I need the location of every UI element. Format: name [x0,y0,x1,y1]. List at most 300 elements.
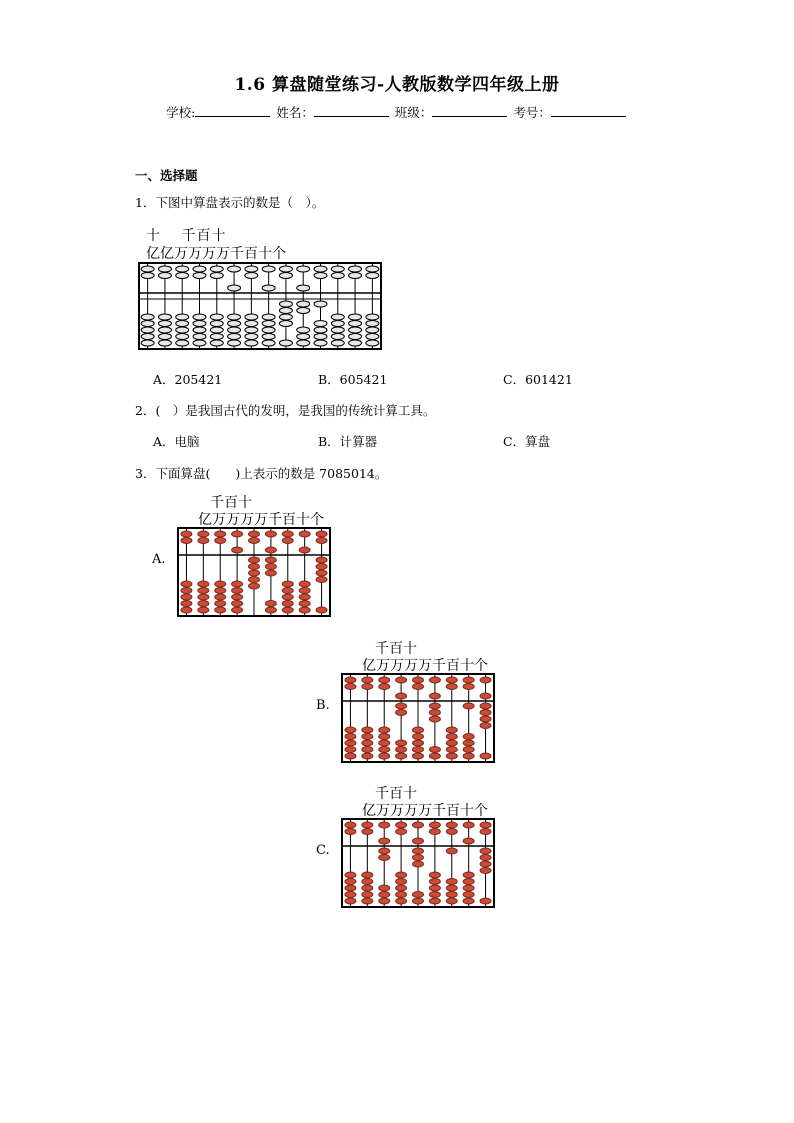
class-blank [432,104,507,117]
q3a-abacus-bead [215,601,226,607]
q3c-abacus-bead [429,829,440,835]
student-info-row [0,103,794,121]
q3a-abacus-bead [232,607,243,613]
q1-abacus-bead [279,273,292,279]
q3a-abacus-bead [299,607,310,613]
q3b-abacus-bead [429,693,440,699]
q1-abacus-bead [210,327,223,333]
q3c-abacus-bead [480,868,491,874]
q3a-abacus-bead [198,601,209,607]
q1-abacus-bead [279,266,292,272]
q3a-prefix-row: 千百十 [210,495,252,511]
q3c-abacus-bead [413,898,424,904]
q1-abacus-bead [245,321,258,327]
q3a-abacus-bead [249,538,260,544]
q3b-abacus-bead [446,684,457,690]
q3a-abacus-bead [282,531,293,537]
q2-option-b[interactable]: B．计算器 [318,434,378,449]
q1-abacus-bead [141,327,154,333]
q1-abacus-bead [193,334,206,340]
q3c-abacus-bead [463,898,474,904]
q3a-abacus-bead [299,531,310,537]
q3a-abacus-bead [265,601,276,607]
page-title: 1.6 算盘随堂练习-人教版数学四年级上册 [234,75,560,95]
q1-abacus-bead [366,334,379,340]
q3c-abacus-bead [362,872,373,878]
q3c-abacus-bead [362,892,373,898]
q3b-abacus-bead [345,747,356,753]
q3b-abacus-bead [463,740,474,746]
q3a-abacus-bead [181,588,192,594]
q1-abacus-bead [193,266,206,272]
q3a-abacus-bead [316,570,327,576]
q1-abacus-bead [245,340,258,346]
q3a-abacus-bead [249,577,260,583]
q3c-abacus-bead [463,885,474,891]
q3b-abacus-bead [379,677,390,683]
q3a-abacus-bead [316,564,327,570]
q3a-abacus-bead [265,557,276,563]
q3b-abacus-bead [396,710,407,716]
q1-abacus-bead [193,327,206,333]
q1-abacus-bead [262,340,275,346]
q3c-abacus-bead [345,822,356,828]
q3a-abacus-bead [215,594,226,600]
q1-abacus-bead [331,266,344,272]
q3a-abacus-bead [215,531,226,537]
q3-option-a-label[interactable]: A. [152,552,166,567]
q1-abacus-bead [349,327,362,333]
q3a-abacus-bead [299,594,310,600]
q3a-abacus-bead [299,547,310,553]
q3c-abacus-bead [463,879,474,885]
q3a-abacus-bead [181,581,192,587]
q1-abacus-bead [366,314,379,320]
school-label: 学校: [166,105,196,120]
q3c-abacus-bead [446,829,457,835]
q3a-abacus-bead [215,588,226,594]
question-1-text: 1．下图中算盘表示的数是（ ）。 [135,195,325,210]
q1-abacus-bead [279,314,292,320]
q1-abacus-bead [314,266,327,272]
q3a-abacus-bead [198,588,209,594]
q3b-abacus-bead [446,753,457,759]
q3a-abacus-bead [282,601,293,607]
q3a-abacus-bead [265,570,276,576]
q3c-abacus-bead [413,838,424,844]
q3b-abacus-bead [379,684,390,690]
q1-abacus-bead [193,314,206,320]
q3b-abacus-bead [480,703,491,709]
q1-abacus-bead [279,340,292,346]
q3-abacus-a[interactable] [177,527,333,619]
q3c-abacus-bead [429,822,440,828]
q1-abacus-bead [349,314,362,320]
q1-abacus-bead [262,334,275,340]
q3b-abacus-bead [362,740,373,746]
q3a-abacus-bead [232,581,243,587]
q1-abacus-bead [141,266,154,272]
q3b-abacus-bead [396,677,407,683]
q1-abacus-bead [331,273,344,279]
q1-abacus-bead [331,327,344,333]
q3c-abacus-bead [379,855,390,861]
q3c-abacus-bead [396,829,407,835]
q1-abacus-bead [314,327,327,333]
q3c-abacus-bead [362,822,373,828]
q3-option-b-label[interactable]: B. [316,698,330,713]
q3c-abacus-bead [379,848,390,854]
q3b-abacus-bead [413,753,424,759]
q3a-abacus-bead [316,607,327,613]
q1-abacus-bead [141,273,154,279]
q3b-abacus-bead [446,677,457,683]
q3b-abacus-bead [396,747,407,753]
q3c-abacus-bead [396,879,407,885]
q1-abacus-bead [210,314,223,320]
q3c-abacus-bead [396,872,407,878]
q3c-abacus-bead [446,822,457,828]
q1-abacus-bead [297,308,310,314]
q3c-abacus-bead [480,829,491,835]
q1-abacus-prefix-row: 十 千百十 [146,228,227,244]
q3c-abacus-bead [480,898,491,904]
q3a-abacus-bead [198,538,209,544]
q3b-abacus-bead [345,753,356,759]
q1-option-b[interactable]: B．605421 [318,372,388,387]
q3a-abacus-bead [316,531,327,537]
q3c-abacus-bead [379,885,390,891]
q3b-abacus-bead [362,747,373,753]
q3c-abacus-bead [413,892,424,898]
q3b-abacus-bead [446,747,457,753]
q3b-abacus-bead [413,740,424,746]
q3b-abacus-bead [480,693,491,699]
q1-abacus-bead [245,266,258,272]
q3a-abacus-bead [181,594,192,600]
q3b-abacus-bead [446,740,457,746]
q3c-abacus-bead [446,885,457,891]
q3b-abacus-bead [429,703,440,709]
q3c-prefix-row: 千百十 [375,786,417,802]
q1-abacus-bead [158,314,171,320]
q1-abacus-bead [262,314,275,320]
q3b-abacus-bead [379,734,390,740]
q1-abacus-bead [314,340,327,346]
q1-abacus-bead [314,273,327,279]
q3c-abacus-bead [413,848,424,854]
q3c-abacus-bead [379,822,390,828]
q1-option-c[interactable]: C．601421 [503,372,573,387]
q3b-abacus-bead [480,677,491,683]
q3c-abacus-bead [446,892,457,898]
q3b-abacus-bead [362,753,373,759]
q3c-abacus-bead [413,822,424,828]
q3a-abacus-bead [181,531,192,537]
q3b-abacus-bead [362,677,373,683]
q1-abacus-bead [158,273,171,279]
q3c-abacus-bead [396,822,407,828]
q3-abacus-c[interactable] [341,818,497,910]
section-heading: 一、选择题 [135,168,198,183]
q3a-abacus-bead [316,538,327,544]
q1-abacus-bead [210,266,223,272]
question-3-text: 3．下面算盘( )上表示的数是 7085014。 [135,466,388,481]
q1-abacus-bead [193,340,206,346]
q1-abacus-bead [176,273,189,279]
q3b-abacus-bead [480,753,491,759]
q3a-abacus-bead [232,531,243,537]
q3a-abacus-bead [215,581,226,587]
q1-abacus-bead [314,321,327,327]
q1-abacus-bead [279,301,292,307]
q3c-abacus-bead [463,872,474,878]
q3c-unit-row: 亿万万万万千百十个 [362,803,488,819]
q3c-abacus-bead [345,872,356,878]
q3b-abacus-bead [463,734,474,740]
q3a-abacus-bead [282,538,293,544]
q3a-abacus-bead [282,588,293,594]
q3b-abacus-bead [396,740,407,746]
q1-abacus-bead [245,314,258,320]
q3b-abacus-bead [446,734,457,740]
q3c-abacus-bead [413,861,424,867]
q1-abacus-bead [158,340,171,346]
q1-abacus-bead [349,334,362,340]
q1-abacus-bead [176,314,189,320]
q1-abacus-bead [245,273,258,279]
q3b-abacus-bead [429,710,440,716]
q3c-abacus-bead [362,898,373,904]
q3b-abacus-bead [413,684,424,690]
q1-abacus-bead [262,266,275,272]
q3a-abacus-bead [232,588,243,594]
q3c-abacus-bead [379,892,390,898]
q1-abacus-bead [141,321,154,327]
q1-abacus-bead [279,308,292,314]
q3b-abacus-bead [345,684,356,690]
q1-abacus-bead [193,273,206,279]
q1-abacus-bead [331,314,344,320]
q1-abacus-bead [141,340,154,346]
q3c-abacus-bead [429,879,440,885]
q1-abacus-bead [331,321,344,327]
q3a-abacus-bead [316,577,327,583]
q1-abacus-bead [297,334,310,340]
q1-abacus-bead [366,273,379,279]
q3a-abacus-bead [265,564,276,570]
q3b-abacus-bead [379,727,390,733]
q3b-abacus-bead [463,677,474,683]
q3b-abacus-bead [429,753,440,759]
q3c-abacus-bead [429,872,440,878]
school-blank [195,104,270,117]
q3a-abacus-bead [299,588,310,594]
class-label: 班级： [394,105,433,120]
q1-abacus-bead [210,340,223,346]
q3b-abacus-bead [480,710,491,716]
number-label: 考号： [513,105,551,120]
q3c-abacus-bead [480,848,491,854]
q1-abacus-bead [297,327,310,333]
q3b-abacus-bead [429,716,440,722]
q1-abacus-bead [176,266,189,272]
q1-abacus-bead [297,266,310,272]
q1-option-a[interactable]: A．205421 [153,372,223,387]
q3a-abacus-bead [181,607,192,613]
q3a-abacus-bead [265,531,276,537]
q3a-abacus-bead [265,607,276,613]
q3c-abacus-bead [362,829,373,835]
q1-abacus-bead [158,334,171,340]
q1-abacus-bead [366,321,379,327]
q1-abacus-bead [193,321,206,327]
q1-abacus-bead [176,321,189,327]
name-blank [314,104,389,117]
q3c-abacus-bead [345,879,356,885]
q1-abacus-bead [158,321,171,327]
q3b-abacus-bead [396,693,407,699]
q1-abacus-bead [141,314,154,320]
q1-abacus [138,262,384,352]
q2-option-c[interactable]: C．算盘 [503,434,551,449]
q3a-abacus-bead [282,594,293,600]
q3c-abacus-bead [480,861,491,867]
q1-abacus-bead [141,334,154,340]
number-blank [551,104,626,117]
q1-abacus-bead [349,340,362,346]
question-2-text: 2．( ）是我国古代的发明，是我国的传统计算工具。 [135,403,436,418]
q3b-abacus-bead [463,753,474,759]
q3c-abacus-bead [429,898,440,904]
q3c-abacus-bead [446,848,457,854]
q1-abacus-bead [176,340,189,346]
q3b-abacus-bead [345,727,356,733]
q3b-abacus-bead [413,727,424,733]
q3b-abacus-bead [413,677,424,683]
q3a-abacus-bead [249,570,260,576]
q3c-abacus-bead [480,855,491,861]
q3b-abacus-bead [480,716,491,722]
q1-abacus-bead [245,327,258,333]
q3c-abacus-bead [345,885,356,891]
q1-abacus-bead [297,285,310,291]
q3a-abacus-bead [249,557,260,563]
q1-abacus-bead [228,314,241,320]
q3b-abacus-bead [345,734,356,740]
q1-abacus-bead [349,266,362,272]
q1-abacus-bead [279,321,292,327]
q3c-abacus-bead [396,892,407,898]
q3b-abacus-bead [396,703,407,709]
q3b-abacus-bead [379,740,390,746]
q1-abacus-bead [228,327,241,333]
q3c-abacus-bead [446,898,457,904]
q1-abacus-bead [262,327,275,333]
q3b-abacus-bead [463,747,474,753]
q3a-abacus-bead [282,581,293,587]
q3c-abacus-bead [362,885,373,891]
q1-abacus-bead [366,340,379,346]
q1-abacus-bead [176,327,189,333]
q1-abacus-bead [210,321,223,327]
q3c-abacus-bead [379,898,390,904]
q3b-prefix-row: 千百十 [375,641,417,657]
q3a-abacus-bead [198,594,209,600]
q3a-abacus-bead [316,557,327,563]
q3c-abacus-bead [463,892,474,898]
q1-abacus-bead [262,285,275,291]
q3b-abacus-bead [446,727,457,733]
q3b-abacus-bead [379,753,390,759]
q3a-abacus-bead [232,594,243,600]
q3b-abacus-bead [480,723,491,729]
q3b-abacus-bead [362,684,373,690]
q1-abacus-bead [228,285,241,291]
q3c-abacus-bead [345,898,356,904]
q3c-abacus-bead [345,892,356,898]
q1-abacus-bead [349,273,362,279]
q3a-abacus-bead [198,581,209,587]
q3a-abacus-bead [265,547,276,553]
q1-abacus-bead [366,266,379,272]
q1-abacus-bead [228,334,241,340]
q3b-unit-row: 亿万万万万千百十个 [362,658,488,674]
q3a-abacus-bead [198,531,209,537]
q1-abacus-bead [228,340,241,346]
q1-abacus-bead [210,273,223,279]
q3a-unit-row: 亿万万万万千百十个 [198,512,324,528]
q3a-abacus-bead [299,581,310,587]
q1-abacus-bead [245,334,258,340]
q2-option-a[interactable]: A．电脑 [153,434,200,449]
q3a-abacus-bead [299,601,310,607]
q3b-abacus-bead [429,747,440,753]
q3c-abacus-bead [429,885,440,891]
q3a-abacus-bead [215,538,226,544]
q1-abacus-bead [314,334,327,340]
q3c-abacus-bead [345,829,356,835]
q3c-abacus-bead [362,879,373,885]
q3b-abacus-bead [413,734,424,740]
q1-abacus-bead [331,334,344,340]
q3a-abacus-bead [181,601,192,607]
q3b-abacus-bead [413,747,424,753]
q3-option-c-label[interactable]: C. [316,843,330,858]
q1-abacus-bead [210,334,223,340]
q3c-abacus-bead [396,898,407,904]
q3c-abacus-bead [429,892,440,898]
q3b-abacus-bead [463,684,474,690]
q1-abacus-unit-row: 亿亿万万万万千百十个 [146,246,286,262]
q3b-abacus-bead [463,703,474,709]
q3a-abacus-bead [232,601,243,607]
q3c-abacus-bead [463,822,474,828]
q3b-abacus-bead [362,734,373,740]
q1-abacus-bead [366,327,379,333]
q3c-abacus-bead [446,879,457,885]
q3b-abacus-bead [429,677,440,683]
q3c-abacus-bead [463,838,474,844]
q1-abacus-bead [262,321,275,327]
q3a-abacus-bead [232,547,243,553]
q3-abacus-b[interactable] [341,673,497,765]
q3a-abacus-bead [249,531,260,537]
q1-abacus-bead [349,321,362,327]
q3b-abacus-bead [345,677,356,683]
q3a-abacus-bead [215,607,226,613]
q3c-abacus-bead [379,838,390,844]
